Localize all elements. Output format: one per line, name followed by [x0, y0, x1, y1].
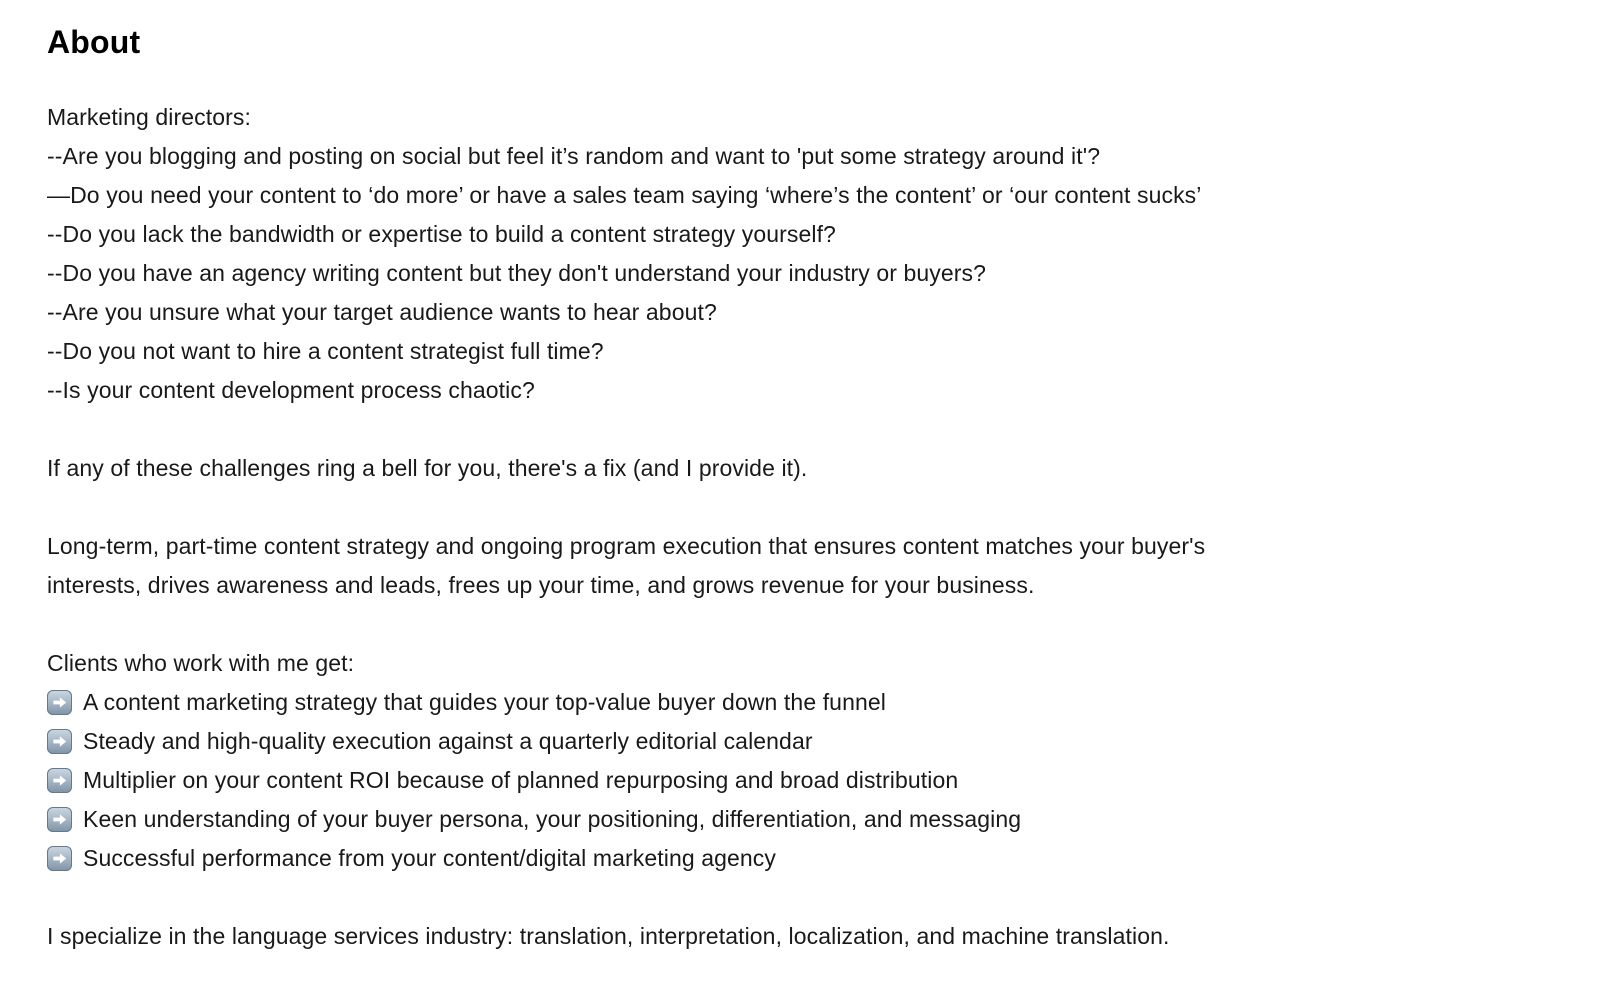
intro-line: --Are you unsure what your target audience wants to hear about?	[47, 299, 717, 325]
right-arrow-icon	[47, 768, 72, 793]
client-benefit-text: Keen understanding of your buyer persona, your positioning, differentiation, and messaging	[83, 806, 1022, 832]
pitch-line: Long-term, part-time content strategy and ongoing program execution that ensures content matches your buyer's	[47, 533, 1206, 559]
client-benefit-text: Successful performance from your content/digital marketing agency	[83, 845, 776, 871]
intro-line: --Do you lack the bandwidth or expertise to build a content strategy yourself?	[47, 221, 836, 247]
specialty-block	[47, 917, 1560, 956]
intro-line: --Is your content development process chaotic?	[47, 377, 535, 403]
intro-line: --Do you not want to hire a content strategist full time?	[47, 338, 604, 364]
right-arrow-icon	[47, 729, 72, 754]
fix-statement: If any of these challenges ring a bell for you, there's a fix (and I provide it).	[47, 455, 808, 481]
pitch-block	[47, 527, 1560, 605]
right-arrow-icon	[47, 807, 72, 832]
intro-line: Marketing directors:	[47, 104, 251, 130]
specialty-text: I specialize in the language services industry: translation, interpretation, localization, and machine translation.	[47, 923, 1170, 949]
client-benefit-text: Multiplier on your content ROI because of planned repurposing and broad distribution	[83, 767, 959, 793]
pitch-line: interests, drives awareness and leads, frees up your time, and grows revenue for your business.	[47, 572, 1035, 598]
client-benefits-heading: Clients who work with me get:	[47, 650, 355, 676]
client-benefit-text: Steady and high-quality execution against a quarterly editorial calendar	[83, 728, 813, 754]
client-benefit-text: A content marketing strategy that guides your top-value buyer down the funnel	[83, 689, 886, 715]
intro-line: --Do you have an agency writing content but they don't understand your industry or buyers?	[47, 260, 987, 286]
right-arrow-icon	[47, 690, 72, 715]
client-benefit-item	[47, 761, 1560, 800]
client-benefit-item	[47, 683, 1560, 722]
intro-line: —Do you need your content to ‘do more’ or have a sales team saying ‘where’s the content’ or ‘our content sucks’	[47, 182, 1202, 208]
intro-block	[47, 98, 1560, 410]
intro-line: --Are you blogging and posting on social but feel it’s random and want to 'put some strategy around it'?	[47, 143, 1101, 169]
section-title: About	[47, 24, 141, 60]
right-arrow-icon	[47, 846, 72, 871]
client-benefit-item	[47, 800, 1560, 839]
client-benefit-item	[47, 839, 1560, 878]
client-benefit-item	[47, 722, 1560, 761]
fix-statement-block	[47, 449, 1560, 488]
client-benefits-block	[47, 644, 1560, 878]
